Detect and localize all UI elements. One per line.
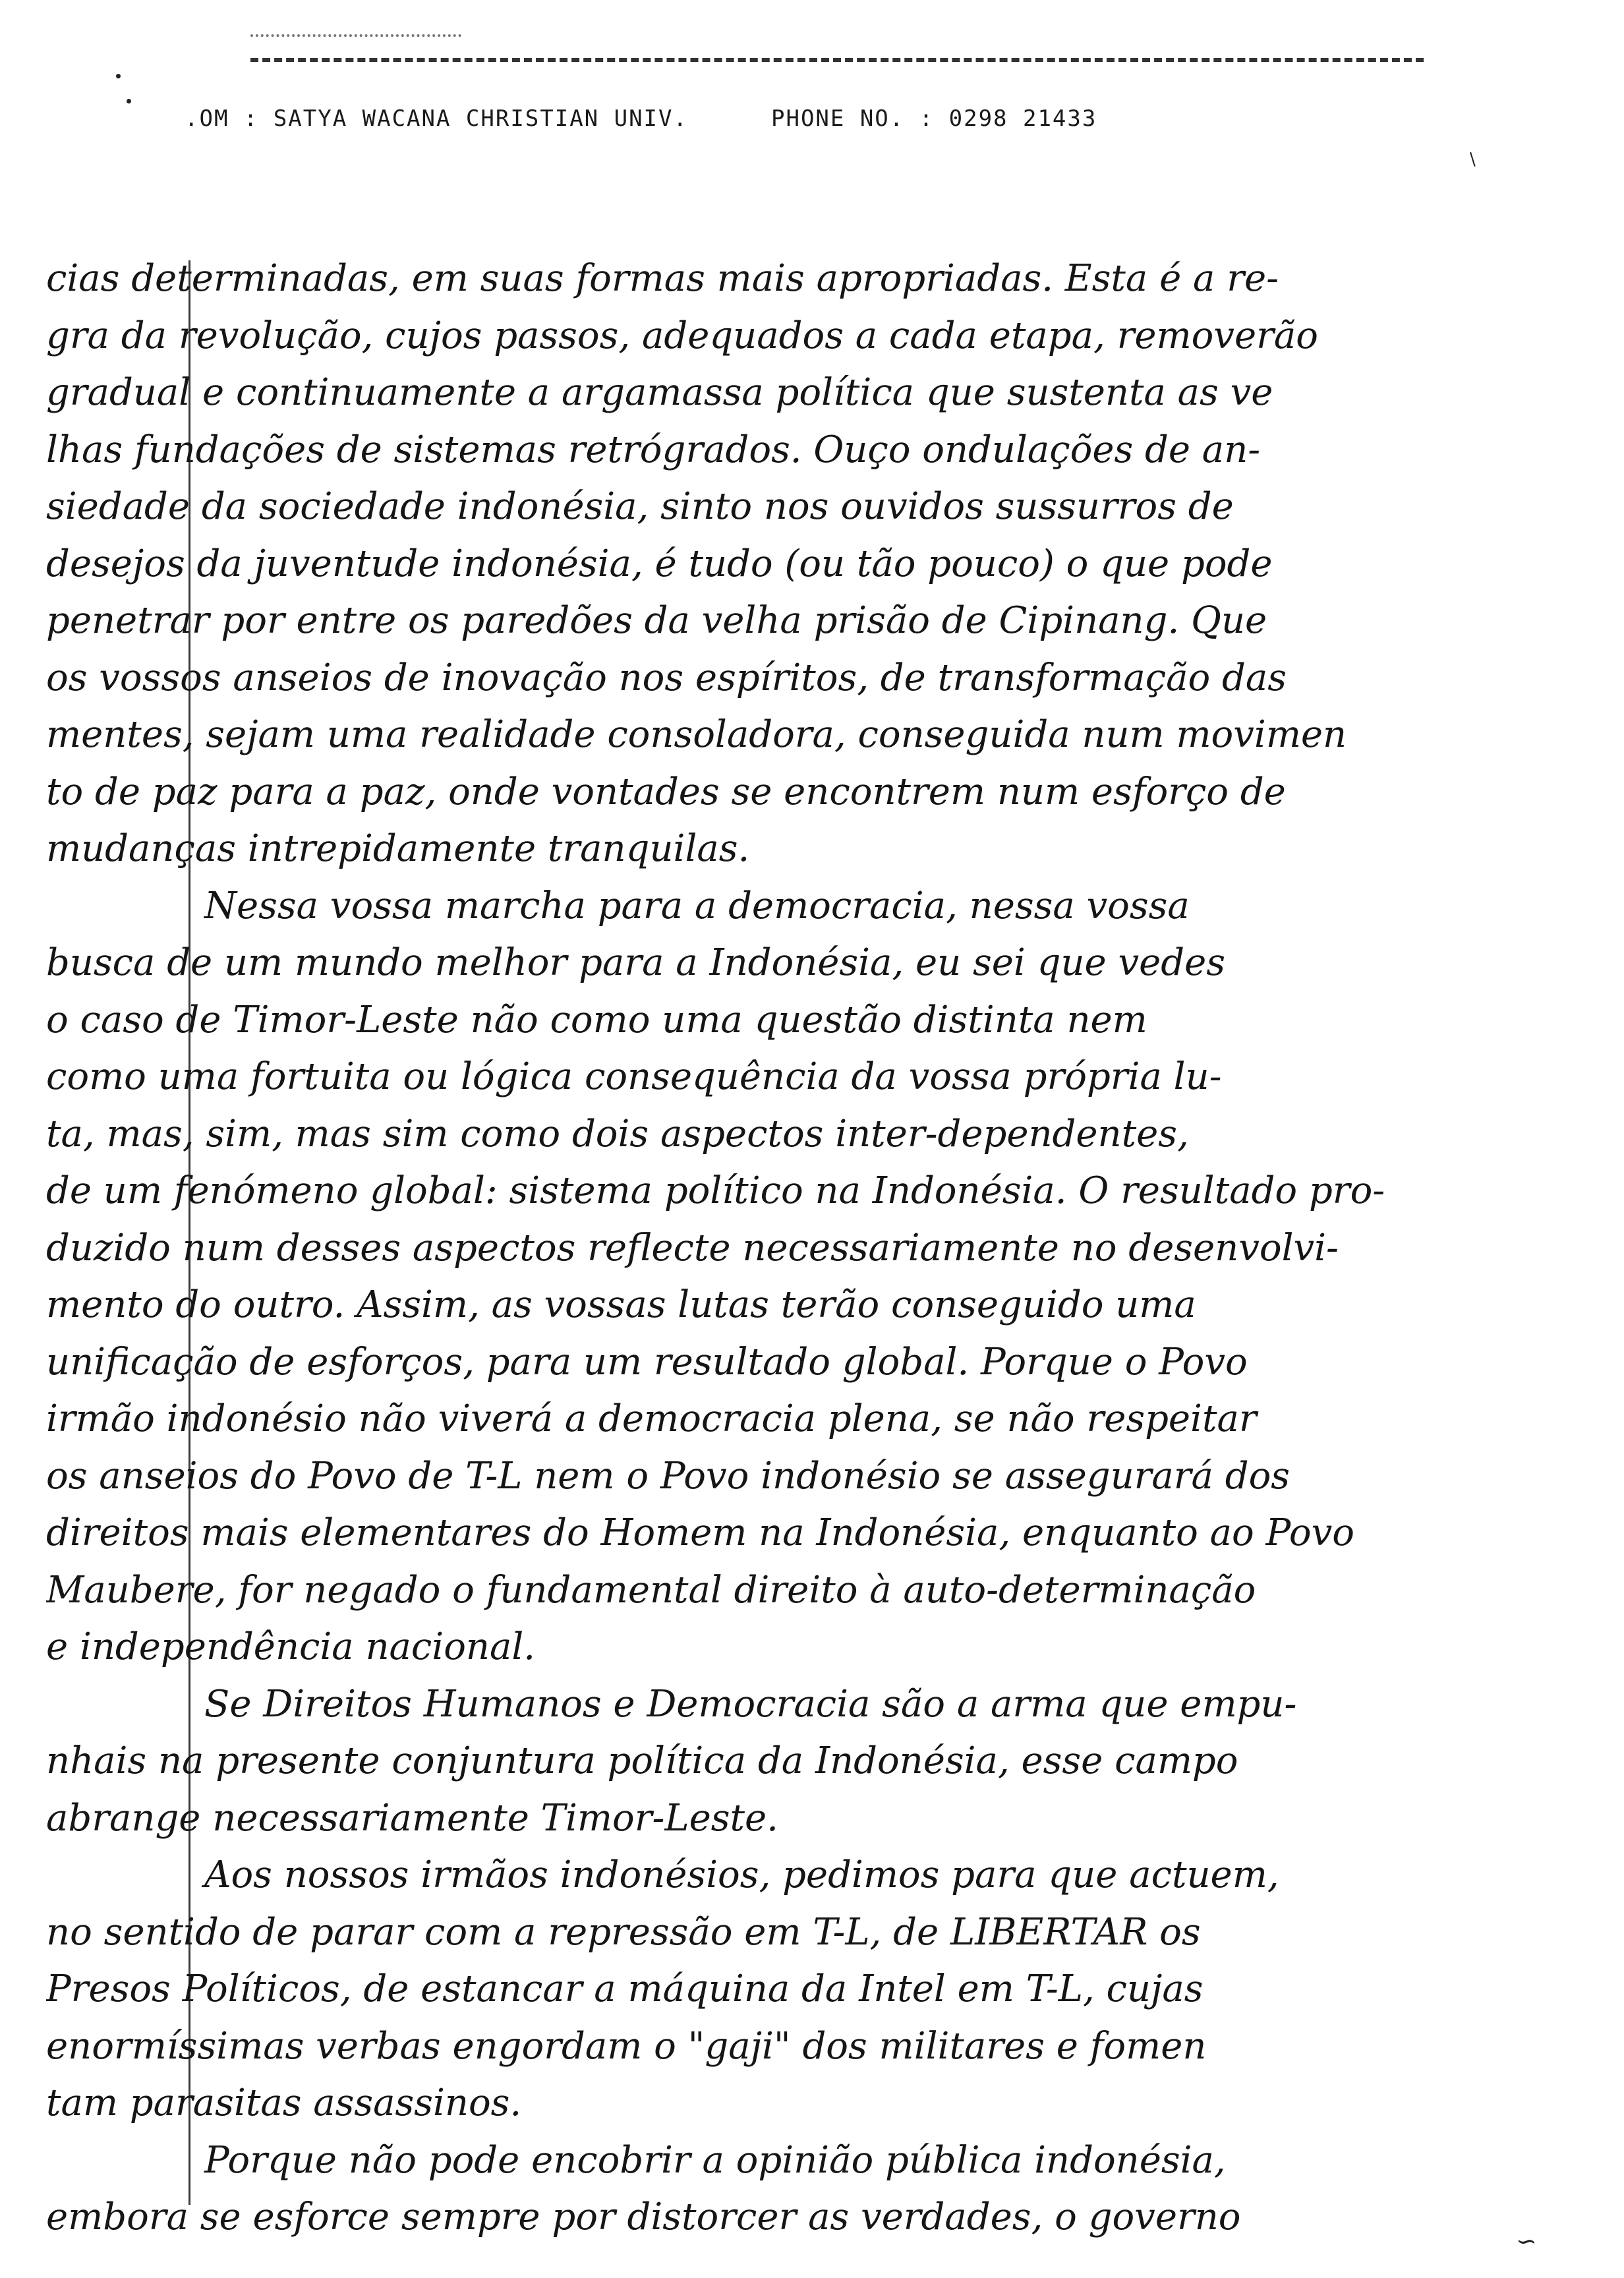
- letter-line: de um fenómeno global: sistema político na Indonésia. O resultado pro-: [46, 1169, 1385, 1212]
- letter-line: os vossos anseios de inovação nos espíritos, de transformação das: [46, 656, 1287, 699]
- letter-line: cias determinadas, em suas formas mais apropriadas. Esta é a re-: [46, 257, 1279, 300]
- letter-line: os anseios do Povo de T-L nem o Povo indonésio se assegurará dos: [46, 1454, 1290, 1498]
- letter-line: Maubere, for negado o fundamental direito à auto-determinação: [46, 1568, 1256, 1612]
- letter-line: unificação de esforços, para um resultado global. Porque o Povo: [46, 1340, 1248, 1384]
- fax-sender: .OM : SATYA WACANA CHRISTIAN UNIV.: [185, 105, 688, 132]
- handwritten-letter-body: [46, 250, 1582, 2238]
- letter-line: tam parasitas assassinos.: [46, 2082, 522, 2124]
- letter-line: abrange necessariamente Timor-Leste.: [46, 1796, 778, 1840]
- letter-line: embora se esforce sempre por distorcer as verdades, o governo: [46, 2196, 1241, 2238]
- corner-tick-mark: ∖: [1466, 150, 1478, 170]
- letter-line: Presos Políticos, de estancar a máquina da Intel em T-L, cujas: [46, 1968, 1204, 2010]
- letter-line: gradual e continuamente a argamassa política que sustenta as ve: [46, 371, 1273, 414]
- letter-line: enormíssimas verbas engordam o "gaji" dos militares e fomen: [46, 2024, 1207, 2068]
- letter-line: o caso de Timor-Leste não como uma questão distinta nem: [46, 998, 1147, 1041]
- letter-line: desejos da juventude indonésia, é tudo (ou tão pouco) o que pode: [46, 542, 1273, 585]
- letter-line: e independência nacional.: [46, 1625, 536, 1668]
- fax-phone-number: PHONE NO. : 0298 21433: [771, 105, 1097, 132]
- fax-top-rule: [250, 58, 1424, 62]
- letter-line: Nessa vossa marcha para a democracia, nessa vossa: [204, 884, 1190, 927]
- letter-line: Porque não pode encobrir a opinião pública indonésia,: [204, 2138, 1226, 2182]
- fax-header: [185, 105, 1437, 145]
- letter-line: ta, mas, sim, mas sim como dois aspectos inter-dependentes,: [46, 1112, 1189, 1155]
- letter-line: nhais na presente conjuntura política da Indonésia, esse campo: [46, 1739, 1238, 1782]
- letter-line: gra da revolução, cujos passos, adequados a cada etapa, removerão: [46, 314, 1318, 357]
- letter-line: siedade da sociedade indonésia, sinto nos ouvidos sussurros de: [46, 485, 1234, 528]
- letter-line: penetrar por entre os paredões da velha prisão de Cipinang. Que: [46, 599, 1267, 642]
- letter-line: no sentido de parar com a repressão em T-L, de LIBERTAR os: [46, 1910, 1201, 1954]
- scan-speck: [116, 74, 121, 78]
- letter-line: lhas fundações de sistemas retrógrados. Ouço ondulações de an-: [46, 428, 1261, 471]
- letter-line: mentes, sejam uma realidade consoladora, conseguida num movimen: [46, 713, 1347, 756]
- letter-line: direitos mais elementares do Homem na Indonésia, enquanto ao Povo: [46, 1511, 1354, 1554]
- letter-line: Aos nossos irmãos indonésios, pedimos para que actuem,: [204, 1854, 1279, 1896]
- letter-line: to de paz para a paz, onde vontades se encontrem num esforço de: [46, 770, 1286, 813]
- letter-line: Se Direitos Humanos e Democracia são a arma que empu-: [204, 1682, 1297, 1726]
- letter-line: duzido num desses aspectos reflecte necessariamente no desenvolvi-: [46, 1226, 1339, 1270]
- letter-line: mudanças intrepidamente tranquilas.: [46, 827, 750, 870]
- page-continuation-mark: ∽: [1516, 2227, 1537, 2256]
- scan-speck: [127, 99, 131, 103]
- letter-line: como uma fortuita ou lógica consequência da vossa própria lu-: [46, 1055, 1222, 1098]
- fax-top-rule-faint: [250, 34, 461, 37]
- letter-line: mento do outro. Assim, as vossas lutas terão conseguido uma: [46, 1283, 1196, 1326]
- letter-line: busca de um mundo melhor para a Indonésia, eu sei que vedes: [46, 941, 1225, 984]
- letter-line: irmão indonésio não viverá a democracia plena, se não respeitar: [46, 1397, 1257, 1440]
